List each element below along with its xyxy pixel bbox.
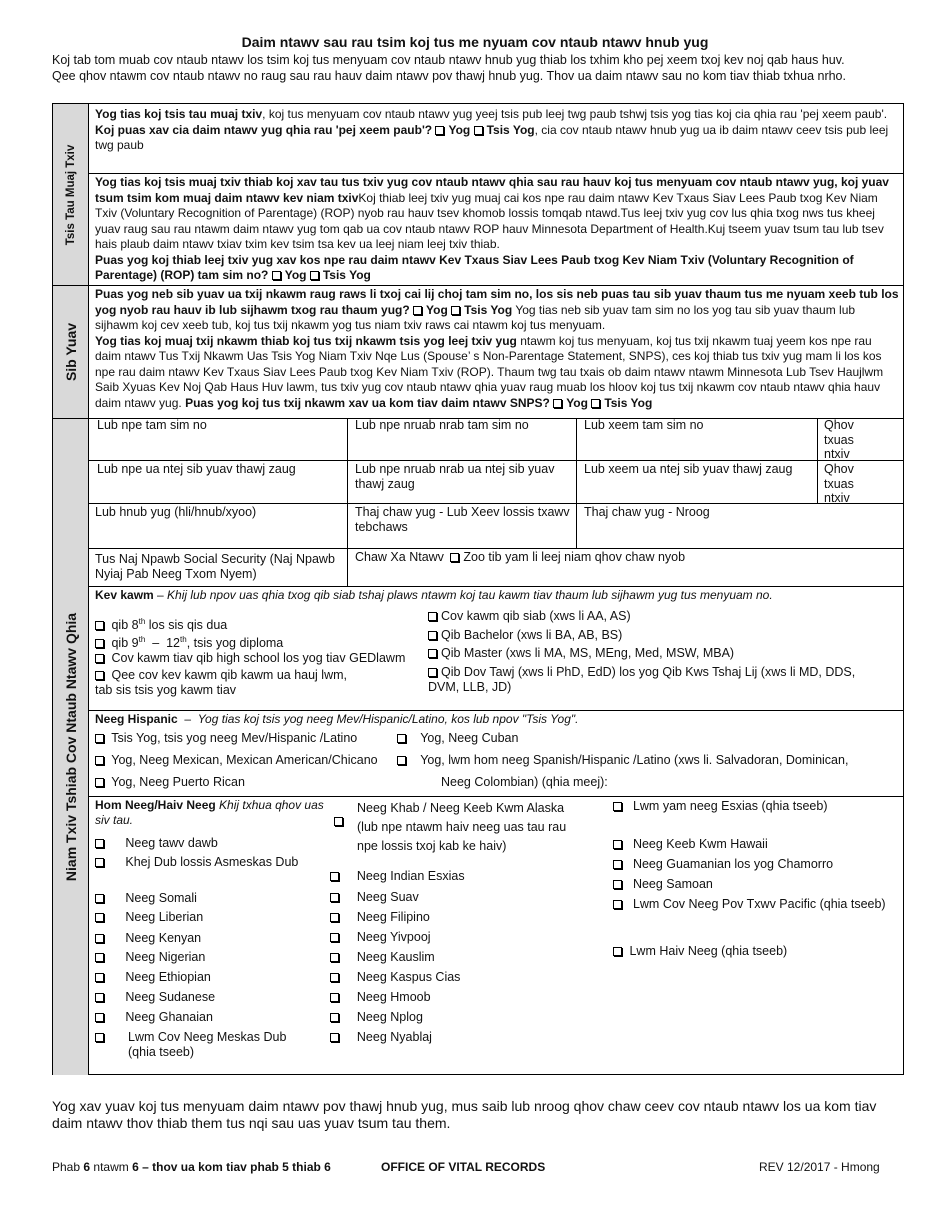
race-heading: Hom Neeg/Haiv Neeg Khij txhua qhov uas siv tau.: [95, 798, 324, 827]
closing-text: Yog xav yuav koj tus menyuam daim ntawv pov thawj hnub yug, mus saib lub nroog qhov chaw ceev cov ntaub ntawv los ua kom tiav daim ntawv thov thiab them tus nqi sau uas yuav tsum tau them.: [52, 1098, 877, 1131]
edu-option-1[interactable]: qib 8th los sis qis dua: [95, 614, 227, 633]
prior-middle-name-field[interactable]: Lub npe nruab nrab ua ntej sib yuav thawj zaug: [355, 462, 555, 491]
hispanic-mexican-checkbox[interactable]: Yog, Neeg Mexican, Mexican American/Chicano: [95, 753, 378, 768]
race-native-checkbox[interactable]: [334, 814, 347, 829]
hispanic-cuban-checkbox[interactable]: Yog, Neeg Cuban: [397, 731, 518, 746]
race-ghanaian-checkbox[interactable]: Neeg Ghanaian: [95, 1010, 213, 1025]
birthplace-state-field[interactable]: Thaj chaw yug - Lub Xeev lossis txawv tebchaws: [355, 505, 570, 534]
race-samoan-checkbox[interactable]: Neeg Samoan: [613, 877, 713, 892]
education-heading: Kev kawm – Khij lub npov uas qhia txog qib siab tshaj plaws ntawm koj tau kawm tiav thaum lub sijhawm yug tus menyuam no.: [95, 588, 773, 602]
hispanic-other-checkbox[interactable]: Yog, lwm hom neeg Spanish/Hispanic /Latino (xws li. Salvadoran, Dominican,: [397, 753, 848, 768]
hispanic-other-specify[interactable]: Neeg Colombian) (qhia meej):: [441, 775, 608, 789]
race-black-checkbox[interactable]: Khej Dub lossis Asmeskas Dub: [95, 855, 298, 870]
first-name-field[interactable]: Lub npe tam sim no: [97, 418, 207, 432]
race-asian-indian-checkbox[interactable]: Neeg Indian Esxias: [330, 869, 465, 884]
race-hawaiian-checkbox[interactable]: Neeg Keeb Kwm Hawaii: [613, 837, 768, 852]
race-kenyan-checkbox[interactable]: Neeg Kenyan: [95, 931, 201, 946]
prior-suffix-field[interactable]: Qhov txuas ntxiv: [824, 462, 854, 505]
form-frame: [52, 103, 904, 1075]
race-hmong-checkbox[interactable]: Neeg Hmoob: [330, 990, 431, 1005]
edu-option-5[interactable]: Cov kawm qib siab (xws li AA, AS): [428, 609, 631, 624]
married-no-checkbox[interactable]: Tsis Yog: [451, 303, 512, 317]
hispanic-no-checkbox[interactable]: Tsis Yog, tsis yog neeg Mev/Hispanic /Latino: [95, 731, 357, 746]
edu-option-7[interactable]: Qib Master (xws li MA, MS, MEng, Med, MSW, MBA): [428, 646, 734, 661]
public-yes-checkbox[interactable]: Yog: [435, 123, 470, 137]
unmarried-privacy: Yog tias koj tsis tau muaj txiv, koj tus menyuam cov ntaub ntawv yug yeej tsis pub leej twg paub tshwj tsis yog tias koj cia qhia rau 'pej xeem paub'. Koj puas xav cia daim ntawv yug qhia rau 'pej xeem paub'? Yog Tsis Yog, cia cov ntaub ntawv hnub yug ua ib daim ntawv ceev tsis pub leej twg paub: [95, 107, 889, 152]
public-no-checkbox[interactable]: Tsis Yog: [474, 123, 535, 137]
race-guamanian-checkbox[interactable]: Neeg Guamanian los yog Chamorro: [613, 857, 833, 872]
race-chinese-checkbox[interactable]: Neeg Suav: [330, 890, 419, 905]
rop-yes-checkbox[interactable]: Yog: [272, 268, 307, 282]
race-other-black-checkbox[interactable]: Lwm Cov Neeg Meskas Dub (qhia tseeb): [95, 1030, 315, 1060]
snps-no-checkbox[interactable]: Tsis Yog: [591, 396, 652, 410]
edu-option-6[interactable]: Qib Bachelor (xws li BA, AB, BS): [428, 628, 622, 643]
mailing-same-checkbox[interactable]: Zoo tib yam li leej niam qhov chaw nyob: [447, 550, 685, 564]
race-other-asian-checkbox[interactable]: Lwm yam neeg Esxias (qhia tseeb): [613, 799, 827, 814]
suffix-field[interactable]: Qhov txuas ntxiv: [824, 418, 854, 461]
edu-option-8[interactable]: Qib Dov Tawj (xws li PhD, EdD) los yog Qib Kws Tshaj Lij (xws li MD, DDS, DVM, LLB, JD): [428, 665, 856, 694]
married-yes-checkbox[interactable]: Yog: [413, 303, 448, 317]
section-label-unmarried: Tsis Tau Muaj Txiv: [53, 104, 89, 285]
prior-last-name-field[interactable]: Lub xeem ua ntej sib yuav thawj zaug: [584, 462, 793, 476]
race-somali-checkbox[interactable]: Neeg Somali: [95, 891, 197, 906]
unmarried-rop: Yog tias koj tsis muaj txiv thiab koj xav tau tus txiv yug cov ntaub ntawv qhia sau rau hauv koj tus menyuam cov ntaub ntawv yug, koj yuav tsum tsim kom muaj daim ntawv kev niam txivKoj thiab leej txiv yug muaj cai kos npe rau daim ntawv Kev Txaus Siav Lees Paub txog Kev Niam Txiv (Voluntary Recognition of Parentage) (ROP) nyob rau hauv tsev khomob lossis tomqab ntawd.Tus leej txiv yug cov lus qhia txog nws tus kheej yuav raug sau rau ntawm daim ntawv yug tom qab ua cov ntaub ntawv ROP hauv Minnesota Department of Health.Kuj tseem yuav tsum tau lub tsev hais plaub daim ntawv txiav txim kev tsim tsa kev ua leej niam leej txiv thiab. Puas yog koj thiab leej txiv yug xav kos npe rau daim ntawv Kev Txaus Siav Lees Paub txog Kev Niam Txiv (Voluntary Recognition of Parentage) (ROP) tam sim no? Yog Tsis Yog: [95, 175, 889, 282]
middle-name-field[interactable]: Lub npe nruab nrab tam sim no: [355, 418, 529, 432]
mailing-address-field[interactable]: Chaw Xa Ntawv Zoo tib yam li leej niam qhov chaw nyob: [355, 550, 686, 564]
race-vietnamese-checkbox[interactable]: Neeg Nyablaj: [330, 1030, 432, 1045]
section-label-parent-info: Niam Txiv Tshiab Cov Ntaub Ntawv Qhia: [53, 418, 89, 1075]
snps-yes-checkbox[interactable]: Yog: [553, 396, 588, 410]
race-pacific-islander-checkbox[interactable]: Lwm Cov Neeg Pov Txwv Pacific (qhia tseeb): [613, 897, 886, 912]
race-korean-checkbox[interactable]: Neeg Kauslim: [330, 950, 435, 965]
date-of-birth-field[interactable]: Lub hnub yug (hli/hnub/xyoo): [95, 505, 257, 519]
race-lao-checkbox[interactable]: Neeg Nplog: [330, 1010, 423, 1025]
race-sudanese-checkbox[interactable]: Neeg Sudanese: [95, 990, 215, 1005]
rop-no-checkbox[interactable]: Tsis Yog: [310, 268, 371, 282]
intro-text: Koj tab tom muab cov ntaub ntawv los tsim koj tus menyuam cov ntaub ntawv hnub yug thiab los txhim kho pej xeem txoj kev noj qab haus huv. Qee qhov ntawm cov ntaub ntawv no raug sau rau hauv daim ntawv pov thawj hnub yug. Thov ua daim ntawv sau no kom tiav thiab txhua nrho.: [52, 53, 846, 83]
hispanic-heading: Neeg Hispanic – Yog tias koj tsis yog neeg Mev/Hispanic/Latino, kos lub npov "Tsis Yog".: [95, 712, 579, 726]
prior-first-name-field[interactable]: Lub npe ua ntej sib yuav thawj zaug: [97, 462, 296, 476]
edu-option-2[interactable]: qib 9th – 12th, tsis yog diploma: [95, 632, 283, 651]
hispanic-puerto-rican-checkbox[interactable]: Yog, Neeg Puerto Rican: [95, 775, 245, 790]
birthplace-city-field[interactable]: Thaj chaw yug - Nroog: [584, 505, 710, 519]
race-ethiopian-checkbox[interactable]: Neeg Ethiopian: [95, 970, 211, 985]
race-japanese-checkbox[interactable]: Neeg Yivpooj: [330, 930, 431, 945]
ssn-field[interactable]: Tus Naj Npawb Social Security (Naj Npawb Nyiaj Pab Neeg Txom Nyem): [95, 552, 335, 581]
revision: REV 12/2017 - Hmong: [759, 1160, 880, 1174]
race-white-checkbox[interactable]: Neeg tawv dawb: [95, 836, 218, 851]
race-other-checkbox[interactable]: Lwm Haiv Neeg (qhia tseeb): [613, 944, 787, 959]
page-number: Phab 6 ntawm 6 – thov ua kom tiav phab 5 thiab 6: [52, 1160, 331, 1174]
office-name: OFFICE OF VITAL RECORDS: [381, 1160, 546, 1174]
married-block: Puas yog neb sib yuav ua txij nkawm raug raws li txoj cai lij choj tam sim no, los sis neb puas tau sib yuav thaum tus me nyuam xeeb tub los yog nyob rau hauv ib lub sijhawm txog rau thaum yug? Yog Tsis Yog Yog tias neb sib yuav tam sim no los yog tau sib yuav thaum lub sijhawm koj cev xeeb tub, koj tus txij nkawm yog tus niam txiv raws cai ntawm koj tus menyuam. Yog tias koj muaj txij nkawm thiab koj tus txij nkawm tsis yog leej txiv yug ntawm koj tus menyuam, koj tus txij nkawm tuaj yeem kos npe rau daim ntawv Tus Txij Nkawm Uas Tsis Yog Niam Txiv Nqe Lus (Spouse’ s Non-Parentage Statement, SNPS), ces koj thiab tus txiv yug mam li los kos npe rau daim ntawv Kev Txaus Siav Lees Paub txog Kev Niam Txiv (ROP). Thaum twg tau txais ob daim ntawv ntawm Minnesota Lub Tsev Haujlwm Saib Xyuas Kev Noj Qab Haus Huv lawm, tus txiv yug cov ntaub ntawv qhia yuav raug muab los hloov koj tus txij nkawm cov ntaub ntawv qhia hauv daim ntawv yug. Puas yog koj tus txij nkawm xav ua kom tiav daim ntawv SNPS? Yog Tsis Yog: [95, 287, 899, 410]
edu-option-3[interactable]: Cov kawm tiav qib high school los yog tiav GEDlawm: [95, 651, 405, 666]
race-native-label: Neeg Khab / Neeg Keeb Kwm Alaska (lub npe ntawm haiv neeg uas tau rau npe lossis txoj kab ke haiv): [357, 801, 567, 853]
last-name-field[interactable]: Lub xeem tam sim no: [584, 418, 704, 432]
race-filipino-checkbox[interactable]: Neeg Filipino: [330, 910, 430, 925]
race-cambodian-checkbox[interactable]: Neeg Kaspus Cias: [330, 970, 460, 985]
section-label-married: Sib Yuav: [53, 285, 89, 418]
race-liberian-checkbox[interactable]: Neeg Liberian: [95, 910, 203, 925]
form-title: Daim ntawv sau rau tsim koj tus me nyuam cov ntaub ntawv hnub yug: [241, 34, 709, 50]
race-nigerian-checkbox[interactable]: Neeg Nigerian: [95, 950, 205, 965]
edu-option-4[interactable]: Qee cov kev kawm qib kawm ua hauj lwm, tab sis tsis yog kawm tiav: [95, 668, 347, 697]
